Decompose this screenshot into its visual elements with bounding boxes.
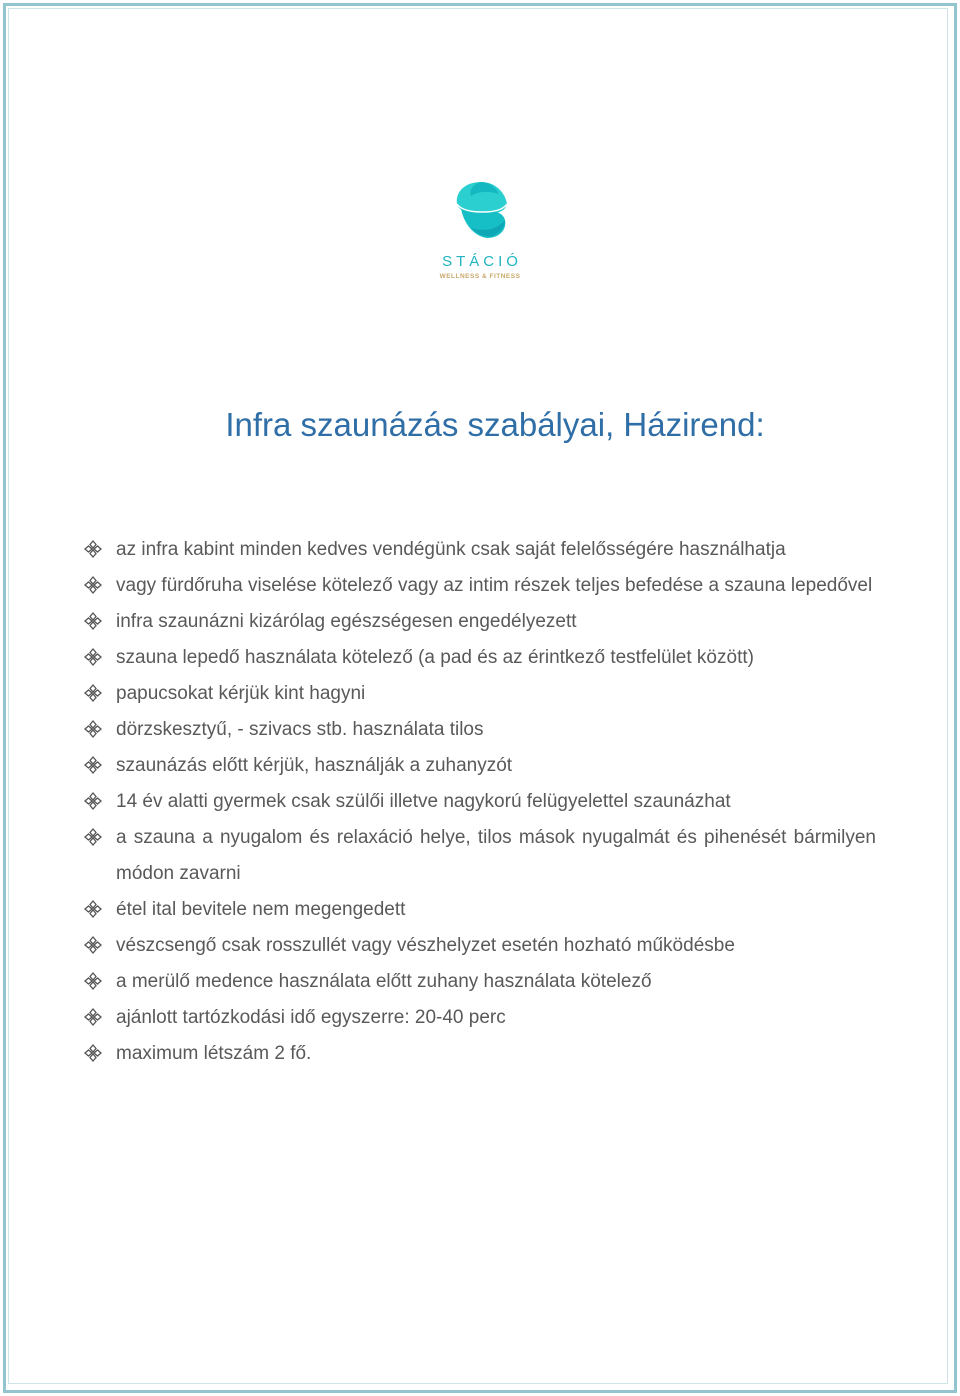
rule-text: szaunázás előtt kérjük, használják a zuhanyzót: [116, 755, 513, 776]
list-item: [82, 1036, 876, 1072]
four-diamond-bullet-icon: [84, 684, 102, 702]
rule-text: az infra kabint minden kedves vendégünk csak saját felelősségére használhatja: [116, 539, 786, 560]
four-diamond-bullet-icon: [84, 576, 102, 594]
four-diamond-bullet-icon: [84, 1044, 102, 1062]
list-item: [82, 820, 876, 892]
list-item: [82, 640, 876, 676]
list-item: [82, 1000, 876, 1036]
list-item: [82, 784, 876, 820]
list-item: [82, 892, 876, 928]
rules-list: [82, 532, 876, 1072]
four-diamond-bullet-icon: [84, 540, 102, 558]
four-diamond-bullet-icon: [84, 972, 102, 990]
rule-text: maximum létszám 2 fő.: [116, 1043, 312, 1064]
page-title: Infra szaunázás szabályai, Házirend:: [225, 406, 765, 443]
list-item: [82, 604, 876, 640]
list-item: [82, 712, 876, 748]
rule-text: a merülő medence használata előtt zuhany használata kötelező: [116, 971, 652, 992]
four-diamond-bullet-icon: [84, 648, 102, 666]
four-diamond-bullet-icon: [84, 720, 102, 738]
rule-text: szauna lepedő használata kötelező (a pad és az érintkező testfelület között): [116, 647, 754, 668]
list-item: [82, 676, 876, 712]
list-item: [82, 568, 876, 604]
rule-text: ajánlott tartózkodási idő egyszerre: 20-40 perc: [116, 1007, 506, 1028]
four-diamond-bullet-icon: [84, 900, 102, 918]
brand-name: STÁCIÓ: [442, 253, 522, 270]
stacio-logo: [420, 178, 540, 293]
rule-text: vagy fürdőruha viselése kötelező vagy az intim részek teljes befedése a szauna lepedővel: [116, 575, 873, 596]
rule-text: étel ital bevitele nem megengedett: [116, 899, 406, 920]
rule-text: a szauna a nyugalom és relaxáció helye, tilos mások nyugalmát és pihenését bármilyen módon zavarni: [116, 827, 876, 884]
rule-text: papucsokat kérjük kint hagyni: [116, 683, 366, 704]
rule-text: 14 év alatti gyermek csak szülői illetve nagykorú felügyelettel szaunázhat: [116, 791, 731, 812]
list-item: [82, 964, 876, 1000]
list-item: [82, 928, 876, 964]
rule-text: dörzskesztyű, - szivacs stb. használata tilos: [116, 719, 484, 740]
list-item: [82, 748, 876, 784]
stacio-swirl-logo-icon: [447, 178, 513, 244]
four-diamond-bullet-icon: [84, 612, 102, 630]
list-item: [82, 532, 876, 568]
rule-text: infra szaunázni kizárólag egészségesen engedélyezett: [116, 611, 577, 632]
four-diamond-bullet-icon: [84, 936, 102, 954]
brand-tagline: WELLNESS & FITNESS: [439, 273, 521, 280]
four-diamond-bullet-icon: [84, 828, 102, 846]
four-diamond-bullet-icon: [84, 1008, 102, 1026]
four-diamond-bullet-icon: [84, 792, 102, 810]
rule-text: vészcsengő csak rosszullét vagy vészhelyzet esetén hozható működésbe: [116, 935, 735, 956]
four-diamond-bullet-icon: [84, 756, 102, 774]
